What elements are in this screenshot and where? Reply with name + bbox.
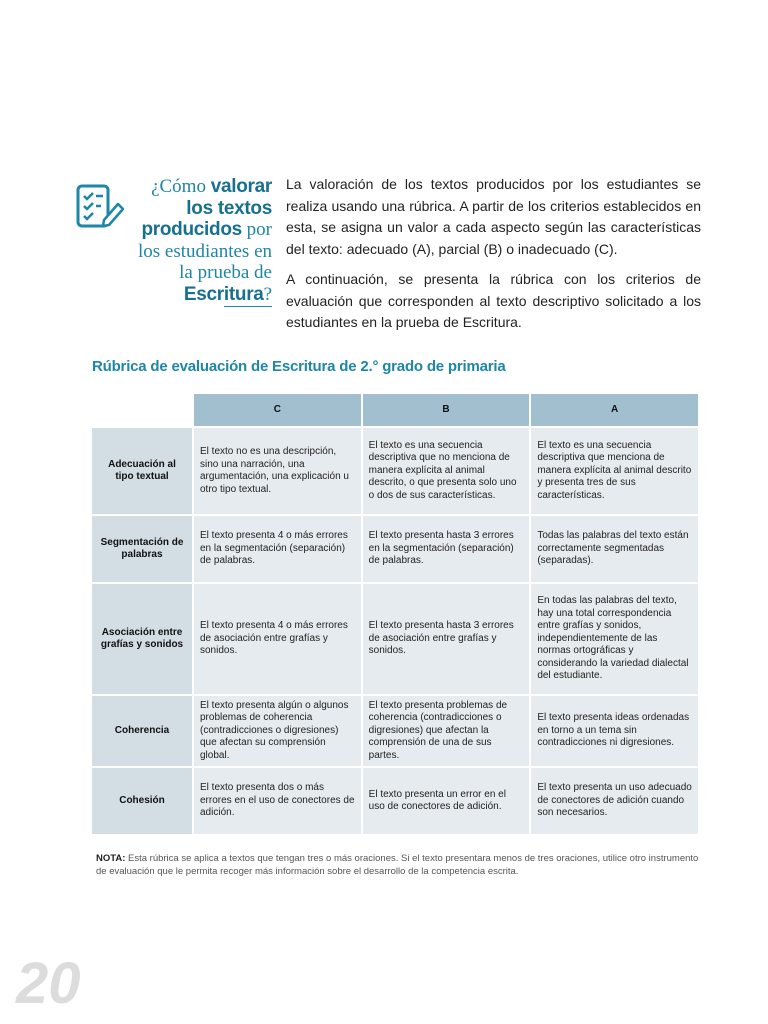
section-heading — [76, 176, 272, 308]
heading-part-1: ¿Cómo — [151, 176, 211, 197]
level-b-cell: El texto presenta un error en el uso de conectores de adición. — [363, 768, 530, 834]
heading-divider — [224, 306, 272, 307]
intro-paragraph-2: A continuación, se presenta la rúbrica con los criterios de evaluación que corresponden al texto descriptivo solicitado a los estudiantes en la prueba de Escritura. — [286, 271, 701, 330]
heading-bold-1: valorar los textos producidos — [141, 176, 272, 240]
header-b: B — [363, 394, 530, 426]
table-header-row — [92, 394, 698, 426]
level-c-cell: El texto presenta dos o más errores en el uso de conectores de adición. — [194, 768, 361, 834]
rubric-table — [90, 392, 700, 836]
heading-bold-2: Escritura — [183, 283, 264, 305]
table-row — [92, 696, 698, 766]
table-row — [92, 768, 698, 834]
criterion-cell: Coherencia — [92, 696, 192, 766]
heading-part-3: ? — [263, 283, 272, 305]
criterion-cell: Asociación entre grafías y sonidos — [92, 584, 192, 694]
criterion-cell: Cohesión — [92, 768, 192, 834]
table-note — [96, 852, 700, 878]
header-c: C — [194, 394, 361, 426]
level-a-cell: Todas las palabras del texto están correctamente segmentadas (separadas). — [531, 516, 698, 582]
level-b-cell: El texto es una secuencia descriptiva que no menciona de manera explícita al animal descrito, o que presenta solo uno o dos de sus características. — [363, 428, 530, 514]
criterion-cell: Segmentación de palabras — [92, 516, 192, 582]
level-a-cell: En todas las palabras del texto, hay una total correspondencia entre grafías y sonidos, independientemente de las normas ortográficas y considerando la variedad dialectal del estudiante. — [531, 584, 698, 694]
level-a-cell: El texto presenta un uso adecuado de conectores de adición cuando son necesarios. — [531, 768, 698, 834]
table-row — [92, 516, 698, 582]
table-title: Rúbrica de evaluación de Escritura de 2.° grado de primaria — [92, 358, 506, 375]
level-b-cell: El texto presenta problemas de coherencia (contradicciones o digresiones) que afectan la comprensión de una de sus partes. — [363, 696, 530, 766]
header-a: A — [531, 394, 698, 426]
intro-text — [286, 174, 701, 343]
level-c-cell: El texto no es una descripción, sino una narración, una argumentación, una explicación u otro tipo textual. — [194, 428, 361, 514]
note-label: NOTA: — [96, 853, 126, 864]
section-title — [120, 176, 272, 305]
heading-part-2: por los estudiantes en la prueba de — [137, 219, 272, 283]
level-c-cell: El texto presenta 4 o más errores en la segmentación (separación) de palabras. — [194, 516, 361, 582]
level-a-cell: El texto presenta ideas ordenadas en torno a un tema sin contradicciones ni digresiones. — [531, 696, 698, 766]
header-blank-cell — [92, 394, 192, 426]
level-b-cell: El texto presenta hasta 3 errores en la segmentación (separación) de palabras. — [363, 516, 530, 582]
criterion-cell: Adecuación al tipo textual — [92, 428, 192, 514]
intro-paragraph-1: La valoración de los textos producidos por los estudiantes se realiza usando una rúbrica. A partir de los criterios establecidos en esta, se asigna un valor a cada aspecto según las características del texto: adecuado (A), parcial (B) o inadecuado (C). — [286, 176, 701, 257]
level-c-cell: El texto presenta 4 o más errores de asociación entre grafías y sonidos. — [194, 584, 361, 694]
level-a-cell: El texto es una secuencia descriptiva que menciona de manera explícita al animal descrito y presenta tres de sus características. — [531, 428, 698, 514]
table-row — [92, 428, 698, 514]
level-b-cell: El texto presenta hasta 3 errores de asociación entre grafías y sonidos. — [363, 584, 530, 694]
page-number: 20 — [16, 951, 81, 1016]
level-c-cell: El texto presenta algún o algunos problemas de coherencia (contradicciones o digresiones) que afectan su comprensión global. — [194, 696, 361, 766]
checklist-pencil-icon — [76, 180, 124, 232]
note-text: Esta rúbrica se aplica a textos que tengan tres o más oraciones. Si el texto presentara menos de tres oraciones, utilice otro instrumento de evaluación que le permita recoger más información sobre el desarrollo de la competencia escrita. — [96, 853, 699, 877]
table-row — [92, 584, 698, 694]
